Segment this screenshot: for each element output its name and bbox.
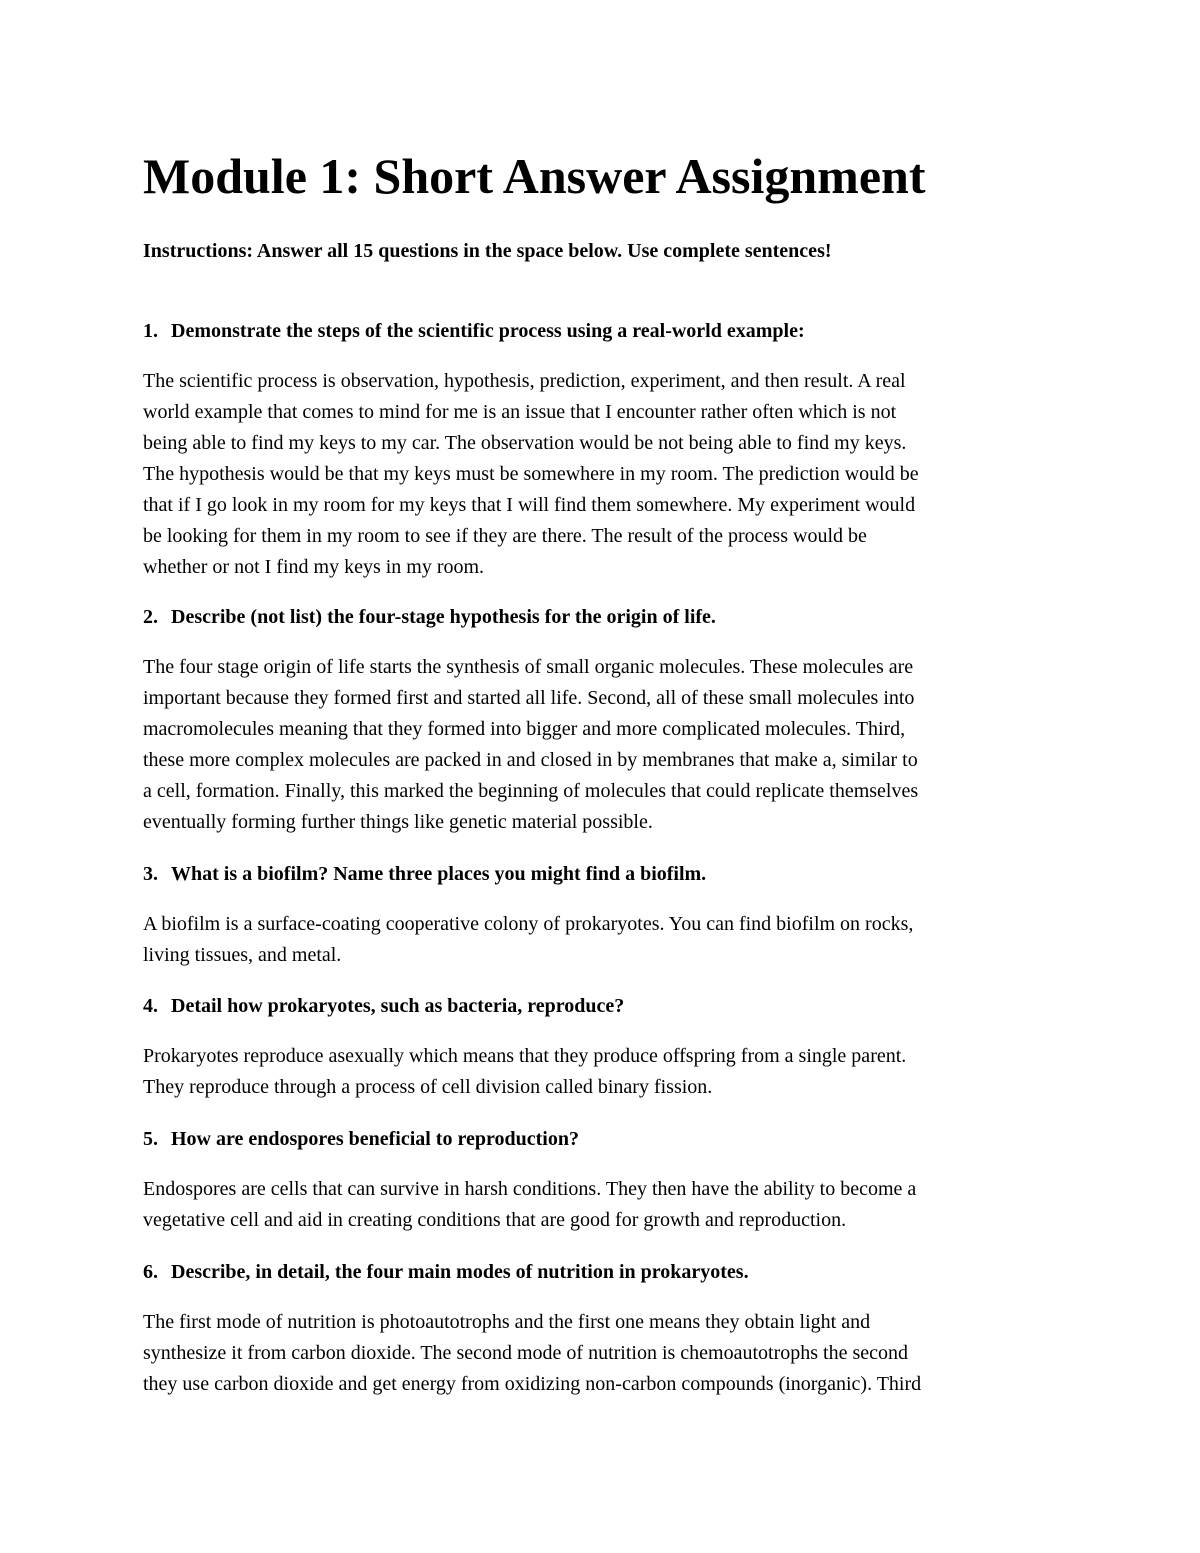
answer-text: A biofilm is a surface-coating cooperative colony of prokaryotes. You can find biofilm on rocks, living tissues, and metal. [143,913,914,966]
question-heading [143,859,1073,889]
question-heading [143,1124,1073,1154]
question-number: 3. [143,863,158,885]
question-number: 6. [143,1261,158,1283]
question-text: Demonstrate the steps of the scientific process using a real-world example: [171,320,805,342]
answer-text: The four stage origin of life starts the synthesis of small organic molecules. These molecules are important because they formed first and started all life. Second, all of these small molecules into macromolecules meaning that they formed into bigger and more complicated molecules. Third, these more complex molecules are packed in and closed in by membranes that make a, similar to a cell, formation. Finally, this marked the beginning of molecules that could replicate themselves eventually forming further things like genetic material possible. [143,656,919,833]
question-block-3 [143,859,1073,971]
question-number: 2. [143,606,158,628]
question-block-5 [143,1124,1073,1236]
answer-text: The first mode of nutrition is photoautotrophs and the first one means they obtain light and synthesize it from carbon dioxide. The second mode of nutrition is chemoautotrophs the second they use carbon dioxide and get energy from oxidizing non-carbon compounds (inorganic). Third [143,1311,922,1395]
question-number: 5. [143,1128,158,1150]
question-heading [143,991,1073,1021]
answer-text: Prokaryotes reproduce asexually which means that they produce offspring from a single parent. They reproduce through a process of cell division called binary fission. [143,1045,907,1098]
question-text: How are endospores beneficial to reproduction? [171,1128,579,1150]
question-block-6 [143,1257,1073,1400]
question-text: Describe, in detail, the four main modes of nutrition in prokaryotes. [171,1261,749,1283]
question-block-4 [143,991,1073,1103]
question-text: Detail how prokaryotes, such as bacteria, reproduce? [171,995,625,1017]
question-text: Describe (not list) the four-stage hypothesis for the origin of life. [171,606,716,628]
question-block-2 [143,602,1073,838]
question-block-1 [143,316,1073,583]
question-heading [143,1257,1073,1287]
question-heading [143,316,1073,346]
question-text: What is a biofilm? Name three places you might find a biofilm. [171,863,707,885]
page-title: Module 1: Short Answer Assignment [143,148,926,204]
answer-text: The scientific process is observation, hypothesis, prediction, experiment, and then result. A real world example that comes to mind for me is an issue that I encounter rather often which is not being able to find my keys to my car. The observation would be not being able to find my keys. The hypothesis would be that my keys must be somewhere in my room. The prediction would be that if I go look in my room for my keys that I will find them somewhere. My experiment would be looking for them in my room to see if they are there. The result of the process would be whether or not I find my keys in my room. [143,370,919,578]
instructions-text: Instructions: Answer all 15 questions in the space below. Use complete sentences! [143,240,832,262]
question-number: 1. [143,320,158,342]
question-number: 4. [143,995,158,1017]
answer-text: Endospores are cells that can survive in harsh conditions. They then have the ability to become a vegetative cell and aid in creating conditions that are good for growth and reproduction. [143,1178,917,1231]
question-heading [143,602,1073,632]
